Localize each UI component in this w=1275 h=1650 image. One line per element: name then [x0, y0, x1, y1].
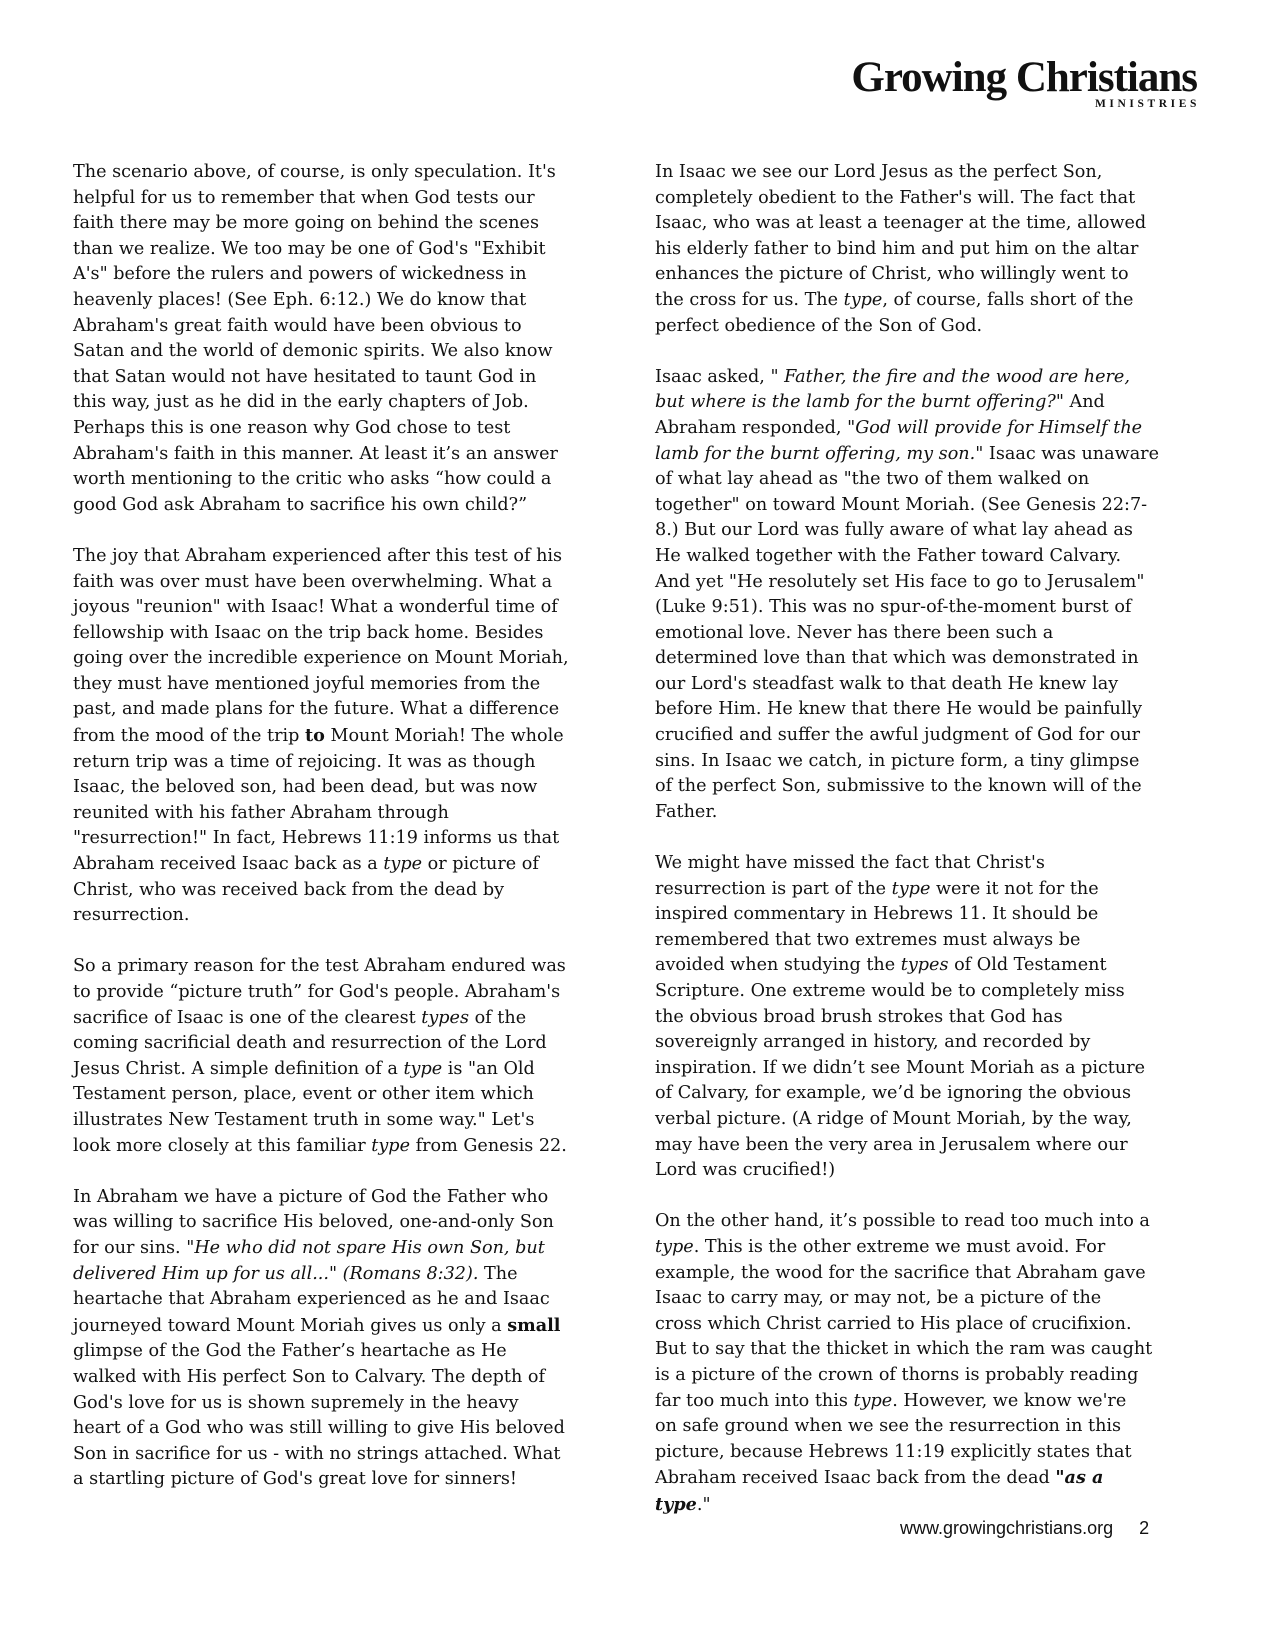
text-line: heart of a God who was still willing to give His beloved: [73, 1418, 565, 1439]
text-line: our Lord's steadfast walk to that death He knew lay: [655, 673, 1119, 694]
text-line: together" on toward Mount Moriah. (See Genesis 22:7-: [655, 494, 1148, 515]
text-line: Abraham received Isaac back from the dead "as a: [655, 1467, 1104, 1489]
text-line: was willing to sacrifice His beloved, one-and-only Son: [73, 1212, 554, 1233]
paragraph-speculation: [73, 160, 613, 518]
text-line: inspired commentary in Hebrews 11. It should be: [655, 904, 1099, 925]
text-line: So a primary reason for the test Abraham endured was: [73, 956, 566, 977]
text-line: lamb for the burnt offering, my son." Isaac was unaware: [655, 443, 1160, 464]
text-line: good God ask Abraham to sacrifice his own child?”: [73, 494, 528, 515]
logo-subtitle: MINISTRIES: [1094, 98, 1200, 110]
text-line: sins. In Isaac we catch, in picture form, a tiny glimpse: [655, 750, 1140, 771]
text-line: determined love than that which was demonstrated in: [655, 648, 1139, 669]
text-line: Isaac to carry may, or may not, be a picture of the: [655, 1288, 1102, 1309]
text-line: We might have missed the fact that Christ's: [655, 853, 1045, 874]
text-line: Isaac, who was at least a teenager at the time, allowed: [655, 213, 1147, 234]
scripture-quote: lamb for the burnt offering, my son.": [655, 443, 984, 464]
text-line: far too much into this type. However, we know we're: [655, 1390, 1127, 1411]
text-line: type.": [655, 1493, 711, 1515]
scripture-quote: "He who did not spare His own Son, but: [186, 1237, 545, 1258]
paragraph-extremes: [655, 851, 1200, 1184]
text-line: may have been the very area in Jerusalem where our: [655, 1134, 1128, 1155]
italic-emphasis: types: [900, 955, 949, 976]
text-line: And yet "He resolutely set His face to go to Jerusalem": [655, 571, 1145, 592]
text-line: The joy that Abraham experienced after this test of his: [73, 545, 563, 566]
text-line: but where is the lamb for the burnt offering?" And: [655, 392, 1105, 413]
text-line: look more closely at this familiar type from Genesis 22.: [73, 1135, 567, 1156]
bold-emphasis: small: [507, 1314, 561, 1336]
logo-name: Growing Christians: [851, 54, 1197, 101]
scripture-quote: "God will provide for Himself the: [847, 417, 1143, 438]
text-line: (Luke 9:51). This was no spur-of-the-moment burst of: [655, 597, 1132, 618]
text-line: Isaac, the beloved son, had been dead, but was now: [73, 777, 538, 798]
text-line: Lord was crucified!): [655, 1160, 836, 1181]
text-line: perfect obedience of the Son of God.: [655, 315, 983, 336]
text-line: to provide “picture truth” for God's people. Abraham's: [73, 982, 561, 1002]
text-line: avoided when studying the types of Old Testament: [655, 955, 1107, 976]
scripture-quote: delivered Him up for us all..." (Romans 8:32).: [73, 1263, 479, 1284]
text-line: Father.: [655, 801, 718, 822]
text-line: heavenly places! (See Eph. 6:12.) We do know that: [73, 289, 527, 310]
paragraph-isaac-asked: [655, 365, 1200, 826]
text-line: reunited with his father Abraham through: [73, 802, 449, 823]
text-line: Testament person, place, event or other item which: [73, 1084, 534, 1105]
text-line: Scripture. One extreme would be to completely miss: [655, 981, 1125, 1001]
text-line: for our sins. "He who did not spare His own Son, but: [73, 1237, 545, 1258]
bold-emphasis: to: [304, 725, 325, 747]
text-line: inspiration. If we didn’t see Mount Moriah as a picture: [655, 1057, 1146, 1078]
text-line: of Calvary, for example, we’d be ignoring the obvious: [655, 1083, 1132, 1104]
text-line: return trip was a time of rejoicing. It was as though: [73, 751, 536, 772]
text-line: Isaac asked, " Father, the fire and the wood are here,: [655, 366, 1130, 387]
text-line: journeyed toward Mount Moriah gives us only a small: [73, 1314, 561, 1336]
text-line: of what lay ahead as "the two of them walked on: [655, 469, 1090, 490]
text-line: A's" before the rulers and powers of wickedness in: [73, 264, 527, 285]
text-line: Perhaps this is one reason why God chose to test: [73, 417, 511, 438]
text-line: that Satan would not have hesitated to taunt God in: [73, 366, 537, 387]
italic-emphasis: type: [371, 1135, 410, 1156]
text-line: Abraham's faith in this manner. At least it’s an answer: [73, 443, 558, 464]
text-line: the cross for us. The type, of course, falls short of the: [655, 289, 1134, 310]
italic-emphasis: types: [421, 1007, 469, 1028]
text-line: completely obedient to the Father's will. The fact that: [655, 187, 1136, 208]
paragraph-other-hand: [655, 1209, 1200, 1518]
italic-emphasis: type: [383, 854, 423, 875]
text-line: going over the incredible experience on Mount Moriah,: [73, 648, 569, 669]
paragraph-joy: [73, 544, 613, 929]
text-line: faith was over must have been overwhelming. What a: [73, 571, 553, 592]
text-line: God's love for us is shown supremely in the heavy: [73, 1392, 519, 1413]
paragraph-isaac-son: [655, 160, 1200, 339]
text-line: worth mentioning to the critic who asks “how could a: [73, 469, 552, 490]
scripture-quote: Father, the fire and the wood are here,: [784, 366, 1130, 387]
text-line: from the mood of the trip to Mount Moriah! The whole: [73, 725, 564, 747]
text-line: The scenario above, of course, is only speculation. It's: [73, 162, 556, 182]
text-line: example, the wood for the sacrifice that Abraham gave: [655, 1262, 1146, 1283]
text-line: before Him. He knew that there He would be painfully: [655, 699, 1143, 720]
footer-url: www.growingchristians.org: [900, 1518, 1114, 1538]
text-line: this way, just as he did in the early chapters of Job.: [73, 392, 529, 413]
page-footer: [900, 1518, 1149, 1539]
text-line: than we realize. We too may be one of God's "Exhibit: [73, 238, 546, 259]
text-line: fellowship with Isaac on the trip back home. Besides: [73, 622, 544, 643]
text-line: sovereignly arranged in history, and recorded by: [655, 1032, 1091, 1053]
text-line: Abraham's great faith would have been obvious to: [73, 315, 522, 336]
text-line: his elderly father to bind him and put him on the altar: [655, 238, 1139, 259]
text-line: enhances the picture of Christ, who willingly went to: [655, 264, 1129, 285]
text-line: glimpse of the God the Father’s heartache as He: [73, 1341, 507, 1362]
text-line: a startling picture of God's great love for sinners!: [73, 1469, 517, 1490]
text-line: Abraham responded, "God will provide for Himself the: [655, 417, 1143, 438]
italic-emphasis: type: [853, 1390, 893, 1411]
text-line: Satan and the world of demonic spirits. We also know: [73, 341, 553, 362]
text-line: coming sacrificial death and resurrection of the Lord: [73, 1033, 547, 1054]
page-number: 2: [1139, 1518, 1150, 1538]
text-line: remembered that two extremes must always be: [655, 929, 1081, 950]
text-line: But to say that the thicket in which the ram was caught: [655, 1339, 1153, 1360]
text-line: cross which Christ carried to His place of crucifixion.: [655, 1313, 1132, 1334]
text-line: on safe ground when we see the resurrection in this: [655, 1416, 1122, 1437]
paragraph-abraham-father: [73, 1185, 613, 1493]
text-line: Jesus Christ. A simple definition of a type is "an Old: [73, 1058, 535, 1079]
text-line: "resurrection!" In fact, Hebrews 11:19 informs us that: [73, 828, 560, 849]
ministry-logo: [851, 54, 1200, 110]
text-line: is a picture of the crown of thorns is probably reading: [655, 1364, 1139, 1385]
text-line: delivered Him up for us all..." (Romans 8:32). The: [73, 1263, 518, 1284]
scripture-quote: but where is the lamb for the burnt offering?": [655, 392, 1064, 413]
text-line: type. This is the other extreme we must avoid. For: [655, 1236, 1106, 1257]
text-line: resurrection.: [73, 905, 190, 926]
text-line: past, and made plans for the future. What a difference: [73, 699, 560, 720]
text-line: they must have mentioned joyful memories from the: [73, 673, 541, 694]
italic-emphasis: type: [891, 878, 931, 899]
text-line: crucified and suffer the awful judgment of God for our: [655, 725, 1141, 746]
right-column: [655, 160, 1200, 1544]
text-line: In Abraham we have a picture of God the Father who: [73, 1186, 549, 1207]
text-line: emotional love. Never has there been such a: [655, 622, 1054, 643]
text-line: the obvious broad brush strokes that God has: [655, 1006, 1063, 1027]
text-line: of the perfect Son, submissive to the known will of the: [655, 776, 1142, 797]
italic-emphasis: type: [655, 1236, 694, 1257]
bold-italic-emphasis: type: [655, 1493, 697, 1515]
text-line: Son in sacrifice for us - with no strings attached. What: [73, 1443, 561, 1464]
text-line: walked with His perfect Son to Calvary. The depth of: [73, 1366, 546, 1387]
text-line: Abraham received Isaac back as a type or picture of: [73, 854, 539, 875]
text-line: illustrates New Testament truth in some way." Let's: [73, 1109, 535, 1130]
text-line: resurrection is part of the type were it not for the: [655, 878, 1099, 899]
text-line: sacrifice of Isaac is one of the clearest types of the: [73, 1007, 527, 1028]
text-line: In Isaac we see our Lord Jesus as the perfect Son,: [655, 162, 1103, 182]
text-line: 8.) But our Lord was fully aware of what lay ahead as: [655, 520, 1133, 541]
bold-italic-emphasis: "as a: [1055, 1467, 1104, 1489]
italic-emphasis: type: [843, 289, 883, 310]
text-line: faith there may be more going on behind the scenes: [73, 213, 539, 234]
text-line: verbal picture. (A ridge of Mount Moriah, by the way,: [655, 1108, 1132, 1129]
text-line: Christ, who was received back from the dead by: [73, 879, 505, 900]
text-line: He walked together with the Father toward Calvary.: [655, 545, 1122, 566]
text-line: helpful for us to remember that when God tests our: [73, 187, 535, 208]
text-line: On the other hand, it’s possible to read too much into a: [655, 1211, 1150, 1232]
paragraph-primary-reason: [73, 954, 613, 1159]
text-line: picture, because Hebrews 11:19 explicitly states that: [655, 1441, 1132, 1462]
text-line: joyous "reunion" with Isaac! What a wonderful time of: [73, 597, 558, 618]
text-line: heartache that Abraham experienced as he and Isaac: [73, 1289, 550, 1310]
italic-emphasis: type: [403, 1058, 443, 1079]
left-column: [73, 160, 613, 1518]
